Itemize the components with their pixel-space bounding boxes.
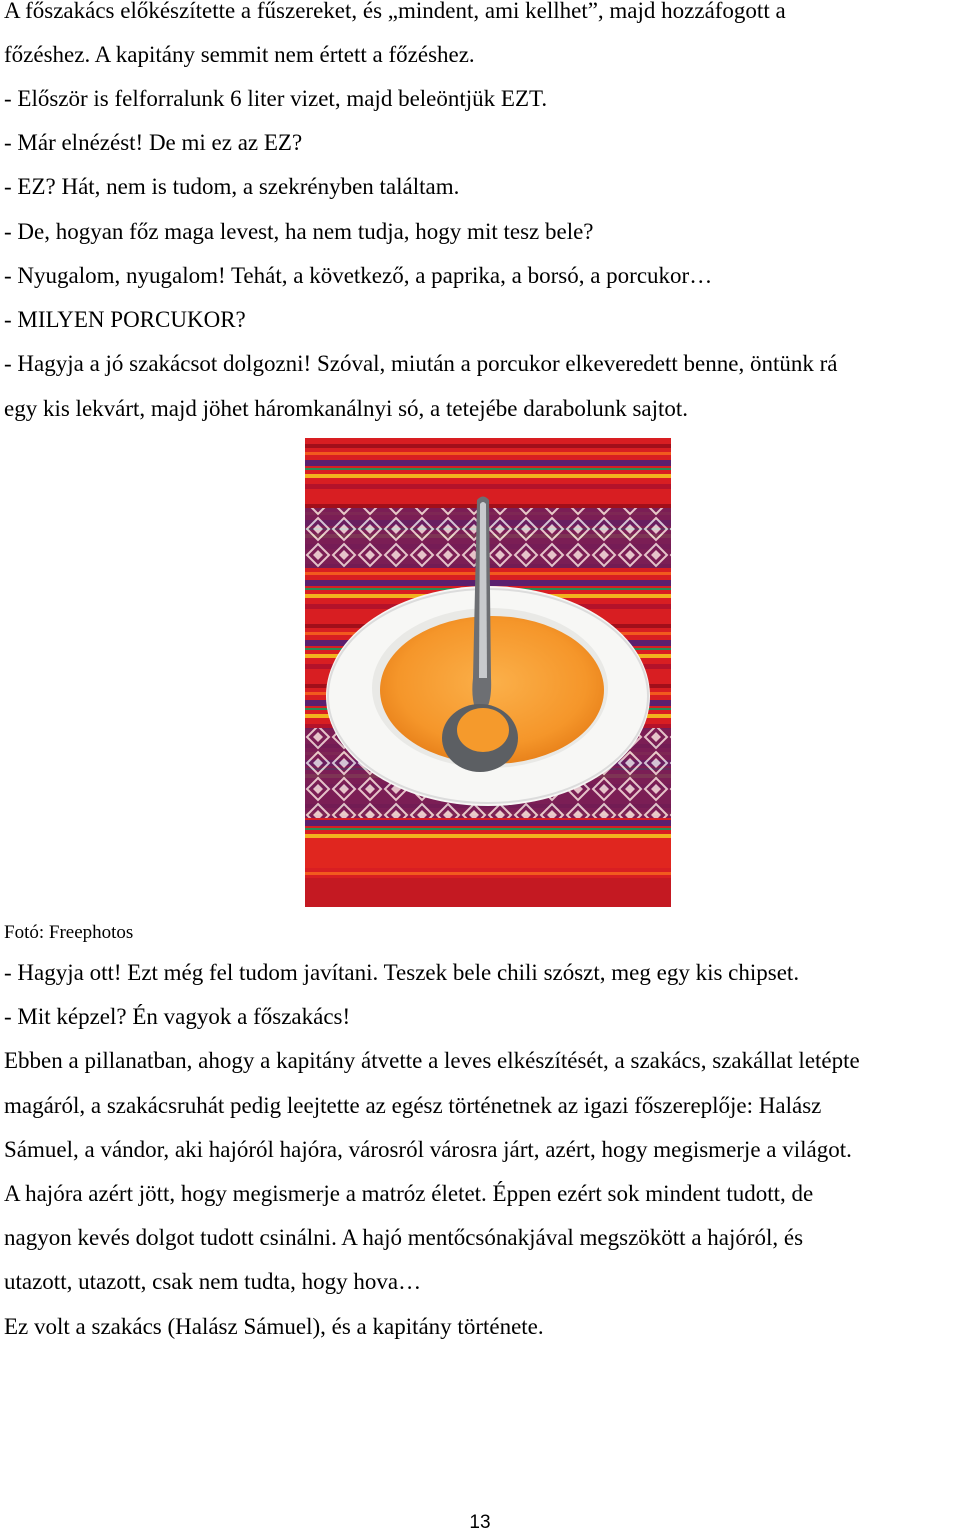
text-line: egy kis lekvárt, majd jöhet háromkanálnyi só, a tetejébe darabolunk sajtot. bbox=[4, 396, 689, 421]
text-line: A főszakács előkészítette a fűszereket, és „mindent, ami kellhet”, majd hozzáfogott a bbox=[4, 0, 786, 23]
text-line: nagyon kevés dolgot tudott csinálni. A hajó mentőcsónakjával megszökött a hajóról, és bbox=[4, 1225, 804, 1250]
text-line: magáról, a szakácsruhát pedig leejtette az egész történetnek az igazi főszereplője: Halász bbox=[4, 1093, 822, 1118]
text-line: Ez volt a szakács (Halász Sámuel), és a kapitány története. bbox=[4, 1314, 544, 1339]
text-line: utazott, utazott, csak nem tudta, hogy hova… bbox=[4, 1269, 422, 1294]
text-line: főzéshez. A kapitány semmit nem értett a főzéshez. bbox=[4, 42, 475, 67]
text-line: - MILYEN PORCUKOR? bbox=[4, 307, 246, 332]
text-line: - Hagyja a jó szakácsot dolgozni! Szóval, miután a porcukor elkeveredett benne, öntünk rá bbox=[4, 351, 838, 376]
text-line: - EZ? Hát, nem is tudom, a szekrényben találtam. bbox=[4, 174, 460, 199]
text-line: - Már elnézést! De mi ez az EZ? bbox=[4, 130, 303, 155]
photo-caption: Fotó: Freephotos bbox=[4, 922, 134, 943]
text-line: A hajóra azért jött, hogy megismerje a matróz életet. Éppen ezért sok mindent tudott, de bbox=[4, 1181, 814, 1206]
page-number: 13 bbox=[469, 1512, 491, 1533]
text-line: - De, hogyan főz maga levest, ha nem tudja, hogy mit tesz bele? bbox=[4, 219, 594, 244]
text-line: Ebben a pillanatban, ahogy a kapitány átvette a leves elkészítését, a szakács, szakállat letépte bbox=[4, 1048, 860, 1073]
text-line: Sámuel, a vándor, aki hajóról hajóra, városról városra járt, azért, hogy megismerje a világot. bbox=[4, 1137, 852, 1162]
text-line: - Hagyja ott! Ezt még fel tudom javítani. Teszek bele chili szószt, meg egy kis chipset. bbox=[4, 960, 800, 985]
text-line: - Nyugalom, nyugalom! Tehát, a következő, a paprika, a borsó, a porcukor… bbox=[4, 263, 713, 288]
soup-bowl-photo bbox=[305, 438, 671, 907]
text-line: - Mit képzel? Én vagyok a főszakács! bbox=[4, 1004, 351, 1029]
text-line: - Először is felforralunk 6 liter vizet, majd beleöntjük EZT. bbox=[4, 86, 548, 111]
